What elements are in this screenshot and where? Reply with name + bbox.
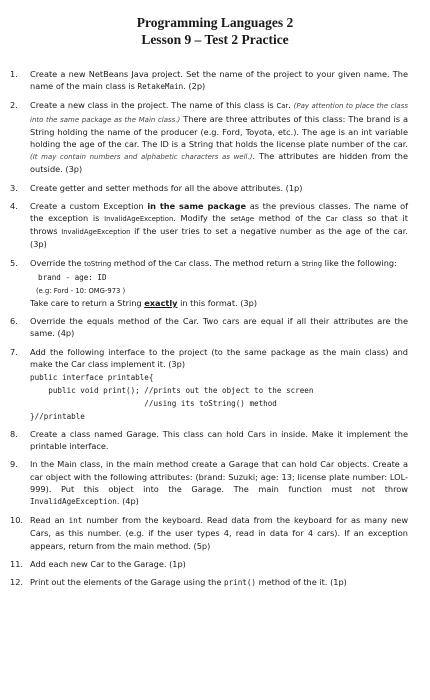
task-text: number from the keyboard. Read data from the keyboard for as many new Cars, as this number. (e.g. if the user types 4, read in data for 4 cars). If an exception appears, return from the main method. (5p): [30, 515, 409, 551]
task-note: (Pay attention to place the class into the same package as the Main class.): [30, 102, 408, 124]
task-number: 11.: [10, 558, 24, 569]
task-number: 4.: [10, 200, 18, 211]
class-name: RetakeMain: [137, 82, 184, 92]
type-name: String: [301, 259, 323, 268]
method-name: toString: [84, 259, 112, 268]
task-number: 2.: [10, 100, 18, 111]
method-name: setAge: [230, 215, 255, 224]
exception-name: InvalidAgeException: [104, 215, 174, 224]
exception-name: InvalidAgeException: [30, 497, 117, 507]
task-number: 9.: [10, 459, 18, 470]
task-text: There are three attributes of this class: The brand is a String holding the name of the producer (e.g. Ford, Toyota, etc.). The age is an int variable holding the age of the car. The ID is a String that holds the license plate number of the car.: [30, 113, 408, 150]
task-text: .: [288, 100, 294, 111]
class-name: Car: [174, 259, 187, 268]
task-text: . (4p): [116, 496, 139, 507]
task-text: Read an: [30, 515, 69, 526]
task-text: Create a new NetBeans Java project. Set the name of the project to your given name. The name of the main class is: [30, 69, 408, 92]
task-text: like the following:: [322, 257, 397, 268]
task-text: Create a class named Garage. This class can hold Cars in inside. Make it implement the printable interface.: [30, 429, 408, 452]
class-name: Car: [276, 102, 289, 111]
code-line: //using its toString() method: [30, 399, 277, 409]
document-header: [0, 0, 430, 48]
task-number: 10.: [10, 515, 24, 526]
task-text: . The attributes are hidden from the outside. (3p): [30, 151, 408, 175]
task-text: . (2p): [183, 81, 206, 92]
task-number: 12.: [10, 577, 24, 588]
task-number: 3.: [10, 182, 18, 193]
task-text: class so that it throws: [30, 213, 408, 237]
task-text: Add each new Car to the Garage. (1p): [30, 558, 186, 569]
code-line: public interface printable{: [30, 373, 154, 383]
emphasis: in the same package: [147, 200, 247, 211]
exception-name: InvalidAgeException: [61, 228, 131, 237]
task-text: method of the it. (1p): [256, 577, 347, 588]
format-code: brand - age: ID: [38, 272, 107, 282]
task-text: Create a new class in the project. The name of this class is: [30, 100, 277, 111]
task-item: [0, 514, 430, 552]
task-text: method of the: [111, 257, 175, 268]
task-item: [0, 68, 430, 93]
task-number: 7.: [10, 346, 18, 357]
task-text: . Modify the: [173, 213, 231, 224]
task-text: Create a custom Exception: [30, 200, 148, 211]
task-item: [0, 99, 430, 175]
format-example: (e.g: Ford - 10: OMG-973 ): [36, 286, 126, 295]
task-item: [0, 200, 430, 251]
task-text: Create getter and setter methods for all the above attributes. (1p): [30, 182, 303, 193]
task-number: 1.: [10, 69, 18, 79]
task-text: method of the: [254, 213, 326, 224]
task-text: as the previous classes. The name of the exception is: [30, 200, 408, 224]
code-line: public void print(); //prints out the object to the screen: [30, 386, 314, 396]
task-item: [0, 315, 430, 339]
task-note: (It may contain numbers and alphabetic characters as well.): [30, 153, 253, 162]
task-number: 8.: [10, 429, 18, 440]
document-title: Programming Languages 2: [136, 15, 294, 30]
task-text: Override the equals method of the Car. Two cars are equal if all their attributes are the same. (4p): [30, 316, 408, 339]
method-name: print(): [224, 578, 257, 588]
task-item: [0, 346, 430, 422]
emphasis: exactly: [144, 298, 178, 309]
task-list: [0, 68, 430, 595]
task-text: in this format. (3p): [177, 298, 258, 309]
task-text: Override the: [30, 257, 85, 268]
task-item: [0, 576, 430, 589]
task-text: Print out the elements of the Garage using the: [30, 577, 224, 588]
task-text: Add the following interface to the project (to the same package as the main class) and make the Car class implement it. (3p): [30, 346, 408, 369]
task-number: 6.: [10, 316, 18, 327]
task-text: class. The method return a: [186, 257, 302, 268]
document-subtitle: Lesson 9 – Test 2 Practice: [141, 32, 289, 47]
task-number: 5.: [10, 257, 18, 268]
type-name: int: [68, 516, 83, 526]
task-text: if the user tries to set a negative number as the age of the car. (3p): [30, 226, 408, 250]
task-item: [0, 458, 430, 508]
task-item: [0, 182, 430, 194]
task-text: Take care to return a String: [30, 298, 145, 309]
code-line: }//printable: [30, 412, 85, 422]
task-item: [0, 558, 430, 570]
task-item: [0, 428, 430, 452]
task-item: [0, 257, 430, 310]
task-text: In the Main class, in the main method create a Garage that can hold Car objects. Create a car object with the following attributes: (brand: Suzuki; age: 13; license plate number: LOL-999). Put this object into the Garage. The main function must not throw: [30, 459, 408, 494]
class-name: Car: [325, 215, 338, 224]
